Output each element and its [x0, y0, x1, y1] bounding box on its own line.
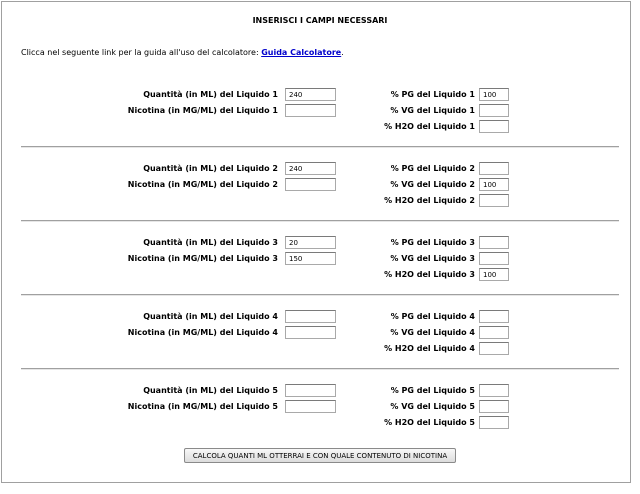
nic-input-2[interactable]: [285, 178, 336, 191]
vg-label-5: % VG del Liquido 5: [390, 402, 475, 411]
vg-input-5[interactable]: [479, 400, 509, 413]
qty-label-4: Quantità (in ML) del Liquido 4: [143, 312, 278, 321]
h2o-input-5[interactable]: [479, 416, 509, 429]
nic-input-4[interactable]: [285, 326, 336, 339]
qty-label-2: Quantità (in ML) del Liquido 2: [143, 164, 278, 173]
pg-label-1: % PG del Liquido 1: [390, 90, 475, 99]
qty-input-3[interactable]: [285, 236, 336, 249]
qty-label-1: Quantità (in ML) del Liquido 1: [143, 90, 278, 99]
qty-input-5[interactable]: [285, 384, 336, 397]
qty-label-5: Quantità (in ML) del Liquido 5: [143, 386, 278, 395]
vg-input-2[interactable]: [479, 178, 509, 191]
nic-label-2: Nicotina (in MG/ML) del Liquido 2: [127, 180, 278, 189]
h2o-label-2: % H2O del Liquido 2: [384, 196, 475, 205]
vg-input-4[interactable]: [479, 326, 509, 339]
pg-input-2[interactable]: [479, 162, 509, 175]
h2o-input-3[interactable]: [479, 268, 509, 281]
nic-input-5[interactable]: [285, 400, 336, 413]
qty-label-3: Quantità (in ML) del Liquido 3: [143, 238, 278, 247]
h2o-input-1[interactable]: [479, 120, 509, 133]
h2o-label-5: % H2O del Liquido 5: [384, 418, 475, 427]
qty-input-2[interactable]: [285, 162, 336, 175]
h2o-input-4[interactable]: [479, 342, 509, 355]
nic-label-4: Nicotina (in MG/ML) del Liquido 4: [127, 328, 278, 337]
h2o-label-4: % H2O del Liquido 4: [384, 344, 475, 353]
nic-input-3[interactable]: [285, 252, 336, 265]
h2o-label-1: % H2O del Liquido 1: [384, 122, 475, 131]
vg-label-1: % VG del Liquido 1: [390, 106, 475, 115]
nic-input-1[interactable]: [285, 104, 336, 117]
guide-intro-suffix: .: [341, 48, 344, 57]
vg-input-1[interactable]: [479, 104, 509, 117]
pg-input-3[interactable]: [479, 236, 509, 249]
pg-input-4[interactable]: [479, 310, 509, 323]
guide-intro: [21, 48, 344, 57]
vg-label-4: % VG del Liquido 4: [390, 328, 475, 337]
nic-label-1: Nicotina (in MG/ML) del Liquido 1: [127, 106, 278, 115]
qty-input-4[interactable]: [285, 310, 336, 323]
section-divider: [21, 146, 619, 148]
qty-input-1[interactable]: [285, 88, 336, 101]
pg-label-5: % PG del Liquido 5: [390, 386, 475, 395]
guide-link[interactable]: Guida Calcolatore: [261, 48, 342, 57]
nic-label-5: Nicotina (in MG/ML) del Liquido 5: [127, 402, 278, 411]
calculate-button[interactable]: CALCOLA QUANTI ML OTTERRAI E CON QUALE CONTENUTO DI NICOTINA: [184, 448, 456, 463]
pg-input-1[interactable]: [479, 88, 509, 101]
pg-input-5[interactable]: [479, 384, 509, 397]
pg-label-4: % PG del Liquido 4: [390, 312, 475, 321]
section-divider: [21, 294, 619, 296]
section-divider: [21, 220, 619, 222]
vg-label-3: % VG del Liquido 3: [390, 254, 475, 263]
pg-label-2: % PG del Liquido 2: [390, 164, 475, 173]
page-title: INSERISCI I CAMPI NECESSARI: [252, 16, 388, 25]
h2o-input-2[interactable]: [479, 194, 509, 207]
h2o-label-3: % H2O del Liquido 3: [384, 270, 475, 279]
pg-label-3: % PG del Liquido 3: [390, 238, 475, 247]
section-divider: [21, 368, 619, 370]
guide-intro-text: Clicca nel seguente link per la guida all'uso del calcolatore:: [21, 48, 262, 57]
nic-label-3: Nicotina (in MG/ML) del Liquido 3: [127, 254, 278, 263]
vg-label-2: % VG del Liquido 2: [390, 180, 475, 189]
vg-input-3[interactable]: [479, 252, 509, 265]
